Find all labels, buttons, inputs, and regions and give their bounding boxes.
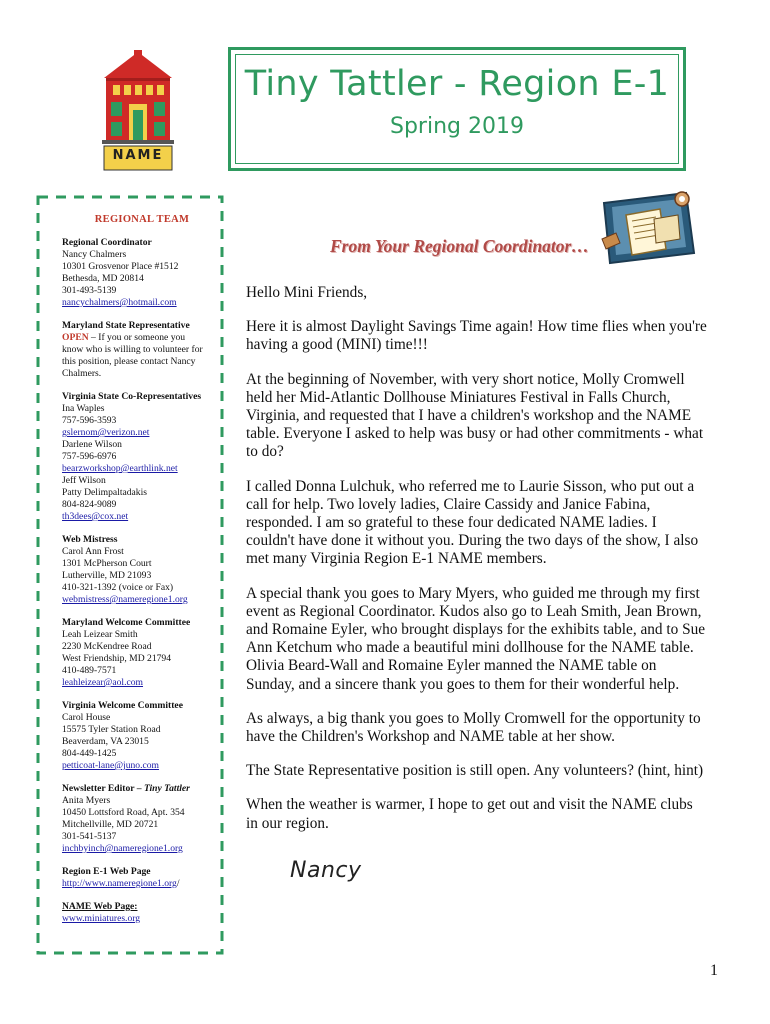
- contact-line: Carol House: [62, 712, 111, 723]
- maryland-state-rep-section: [62, 320, 222, 380]
- contact-line: Jeff Wilson: [62, 475, 106, 486]
- newsletter-name: Tiny Tattler: [143, 783, 190, 794]
- email-link[interactable]: th3dees@cox.net: [62, 511, 129, 522]
- section-title: Maryland Welcome Committee: [62, 617, 191, 628]
- contact-line: West Friendship, MD 21794: [62, 653, 172, 664]
- contact-line: Carol Ann Frost: [62, 546, 124, 557]
- contact-line: 757-596-6976: [62, 451, 117, 462]
- newsletter-editor-section: [62, 783, 222, 855]
- paragraph: When the weather is warmer, I hope to get out and visit the NAME clubs in our region.: [246, 796, 693, 832]
- regional-coordinator-section: [62, 237, 222, 309]
- open-status: OPEN: [62, 332, 89, 343]
- contact-line: 804-824-9089: [62, 499, 117, 510]
- greeting: Hello Mini Friends,: [246, 284, 368, 301]
- email-link[interactable]: inchbyinch@nameregione1.org: [62, 843, 183, 854]
- newsletter-title: Tiny Tattler - Region E-1: [244, 64, 670, 104]
- section-title: Maryland State Representative: [62, 320, 190, 331]
- letter-heading: From Your Regional Coordinator…: [330, 236, 589, 256]
- contact-line: Beaverdam, VA 23015: [62, 736, 149, 747]
- issue-season: Spring 2019: [390, 114, 524, 139]
- contact-line: Mitchellville, MD 20721: [62, 819, 159, 830]
- contact-line: Bethesda, MD 20814: [62, 273, 144, 284]
- email-link[interactable]: webmistress@nameregione1.org: [62, 594, 188, 605]
- email-link[interactable]: bearzworkshop@earthlink.net: [62, 463, 178, 474]
- section-title: Virginia Welcome Committee: [62, 700, 183, 711]
- paragraph: I called Donna Lulchuk, who referred me to Laurie Sisson, who put out a call for help. Two lovely ladies, Claire Cassidy and Janice Fabina, responded. I am so grateful to these four dedicated NAME ladies. I couldn't have done it without you. During the two days of the show, I also met many Virginia Region E-1 NAME members.: [246, 477, 699, 568]
- contact-line: Ina Waples: [62, 403, 105, 414]
- contact-line: 10450 Lottsford Road, Apt. 354: [62, 807, 185, 818]
- virginia-welcome-section: [62, 700, 222, 772]
- region-web-section: [62, 866, 222, 890]
- email-link[interactable]: gslernom@verizon.net: [62, 427, 150, 438]
- text: this position, please contact Nancy: [62, 356, 196, 367]
- text: Chalmers.: [62, 368, 102, 379]
- name-logo: [98, 50, 178, 174]
- contact-line: 757-596-3593: [62, 415, 117, 426]
- contact-line: 301-493-5139: [62, 285, 117, 296]
- paragraph: The State Representative position is still open. Any volunteers? (hint, hint): [246, 762, 704, 780]
- web-mistress-section: [62, 534, 222, 606]
- contact-line: Leah Leizear Smith: [62, 629, 138, 640]
- paragraph: At the beginning of November, with very short notice, Molly Cromwell held her Mid-Atlantic Dollhouse Miniatures Festival in Falls Church, Virginia, and requested that I have a children's workshop and the NAME table. Everyone I asked to help was busy or had other commitments - what to do?: [246, 370, 704, 461]
- virginia-co-reps-section: [62, 391, 222, 523]
- paragraph: A special thank you goes to Mary Myers, who guided me through my first event as Regional Coordinator. Kudos also go to Leah Smith, Jean Brown, and Romaine Eyler, who brought displays for the exhibits table, and to Sue Ann Ketchum who made a beautiful mini dollhouse for the NAME table. Olivia Beard-Wall and Romaine Eyler manned the NAME table on Sunday, and a sincere thank you goes to them for their wonderful help.: [246, 584, 706, 693]
- contact-line: Lutherville, MD 21093: [62, 570, 152, 581]
- text: know who is willing to volunteer for: [62, 344, 203, 355]
- contact-line: Nancy Chalmers: [62, 249, 127, 260]
- contact-line: 410-321-1392 (voice or Fax): [62, 582, 174, 593]
- email-link[interactable]: leahleizear@aol.com: [62, 677, 144, 688]
- newsletter-title-box: [228, 47, 686, 171]
- contact-line: Anita Myers: [62, 795, 111, 806]
- contact-line: 804-449-1425: [62, 748, 117, 759]
- section-title: Virginia State Co-Representatives: [62, 391, 202, 402]
- regional-team-sidebar: [36, 195, 224, 955]
- section-title: Newsletter Editor –: [62, 783, 144, 794]
- text: – If you or someone you: [88, 332, 186, 343]
- contact-line: Darlene Wilson: [62, 439, 122, 450]
- page-number: 1: [710, 962, 718, 979]
- maryland-welcome-section: [62, 617, 222, 689]
- contact-line: 1301 McPherson Court: [62, 558, 152, 569]
- contact-line: 301-541-5137: [62, 831, 117, 842]
- contact-line: 410-489-7571: [62, 665, 117, 676]
- email-link[interactable]: petticoat-lane@juno.com: [62, 760, 160, 771]
- name-website-link[interactable]: www.miniatures.org: [62, 913, 141, 924]
- contact-line: 15575 Tyler Station Road: [62, 724, 161, 735]
- contact-line: 10301 Grosvenor Place #1512: [62, 261, 179, 272]
- name-web-section: [62, 901, 222, 925]
- section-title: NAME Web Page:: [62, 901, 138, 912]
- logo-text: NAME: [112, 148, 164, 163]
- text: /: [176, 878, 180, 889]
- letter-body: [246, 284, 708, 849]
- desk-papers-clipart: [598, 189, 698, 269]
- email-link[interactable]: nancychalmers@hotmail.com: [62, 297, 177, 308]
- section-title: Region E-1 Web Page: [62, 866, 151, 877]
- section-title: Web Mistress: [62, 534, 118, 545]
- region-website-link[interactable]: http://www.nameregione1.org: [62, 878, 177, 889]
- sidebar-heading: REGIONAL TEAM: [94, 214, 190, 225]
- contact-line: Patty Delimpaltadakis: [62, 487, 147, 498]
- signature: Nancy: [290, 858, 362, 883]
- paragraph: Here it is almost Daylight Savings Time again! How time flies when you're having a good (MINI) time!!!: [246, 318, 707, 354]
- contact-line: 2230 McKendree Road: [62, 641, 152, 652]
- paragraph: As always, a big thank you goes to Molly Cromwell for the opportunity to have the Children's Workshop and NAME table at her show.: [246, 709, 701, 746]
- section-title: Regional Coordinator: [62, 237, 152, 248]
